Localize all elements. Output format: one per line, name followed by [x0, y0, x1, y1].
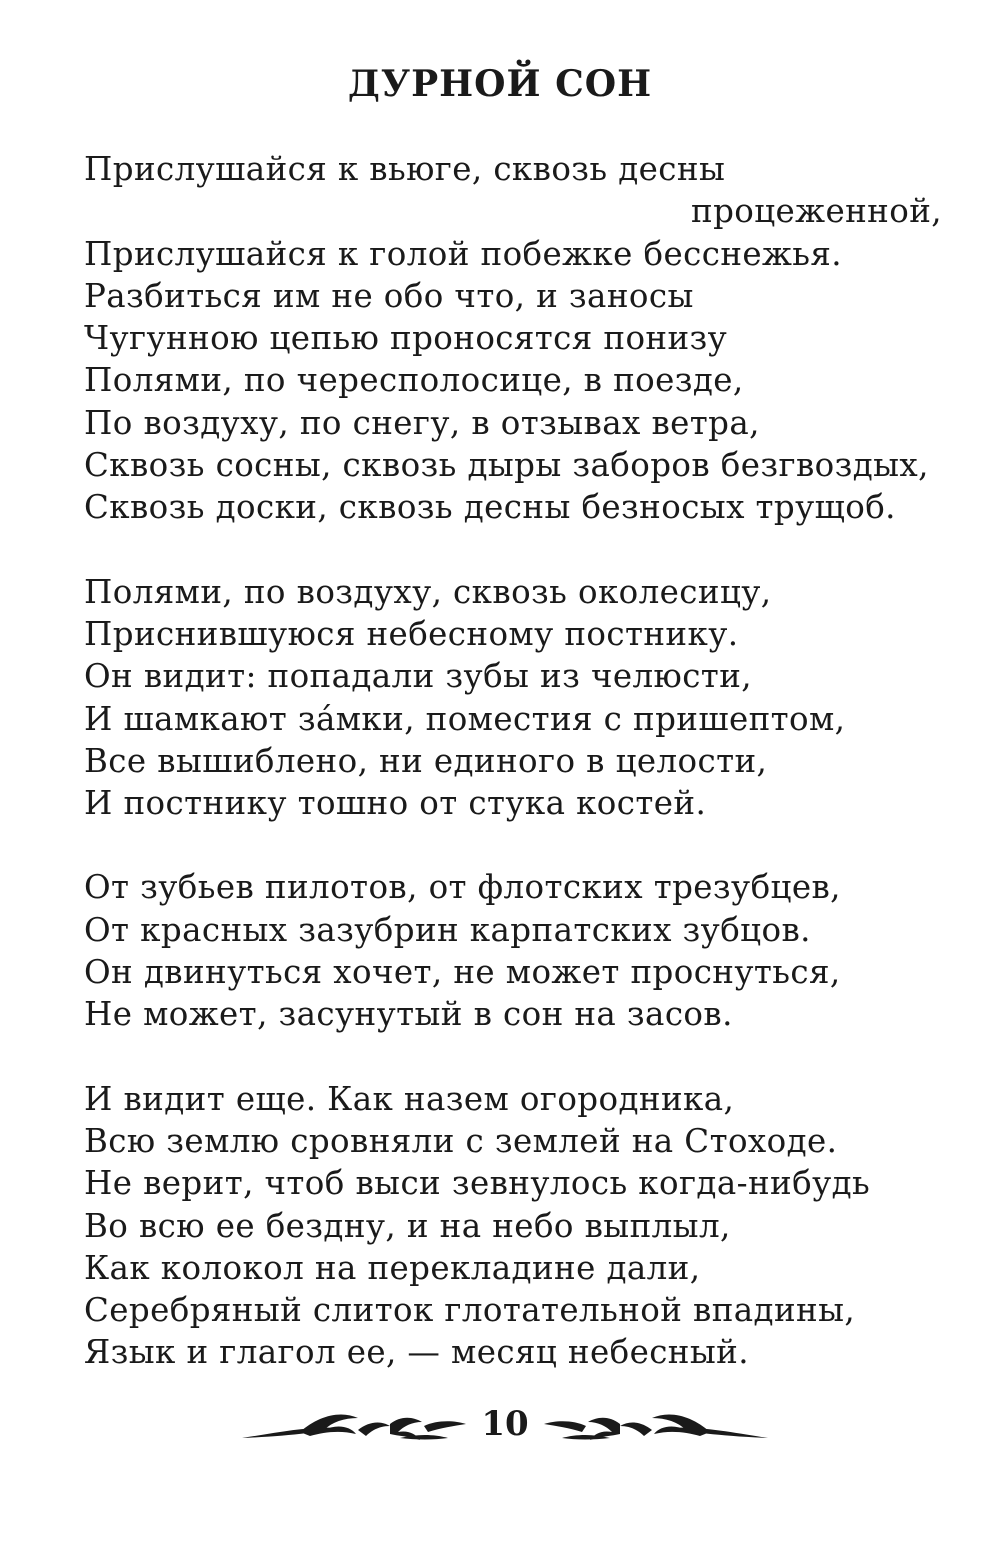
stanza-4	[84, 1078, 944, 1374]
stanza-3	[84, 866, 944, 1035]
poem-line: От зубьев пилотов, от флотских трезубцев,	[84, 868, 841, 907]
poem-line: Не может, засунутый в сон на засов.	[84, 995, 733, 1034]
stanza-1	[84, 148, 944, 529]
poem-line: И шамкают за́мки, поместия с пришептом,	[84, 699, 846, 738]
poem-title: ДУРНОЙ СОН	[347, 63, 653, 105]
poem-line: Разбиться им не обо что, и заносы	[84, 276, 694, 315]
poem-line: Не верит, чтоб выси зевнулось когда-нибудь	[84, 1164, 871, 1203]
poem-line: Сквозь доски, сквозь десны безносых трущоб.	[84, 488, 896, 527]
poem-line: Он видит: попадали зубы из челюсти,	[84, 657, 752, 696]
poem-line: Все вышиблено, ни единого в целости,	[84, 741, 768, 780]
poem-line: Всю землю сровняли с землей на Стоходе.	[84, 1121, 838, 1160]
poem-line: Язык и глагол ее, — месяц небесный.	[84, 1333, 749, 1372]
stanza-2	[84, 571, 944, 825]
poem-line-continuation: процеженной,	[691, 192, 942, 231]
poem-line: И видит еще. Как назем огородника,	[84, 1079, 735, 1118]
poem-line: Чугунною цепью проносятся понизу	[84, 319, 728, 358]
poem-line: Прислушайся к вьюге, сквозь десны	[84, 150, 726, 188]
poem-line: По воздуху, по снегу, в отзывах ветра,	[84, 403, 760, 442]
poem-line: И постнику тошно от стука костей.	[84, 784, 707, 823]
page-footer	[240, 1396, 770, 1460]
poem-line: Как колокол на перекладине дали,	[84, 1248, 701, 1287]
poem-line: Серебряный слиток глотательной впадины,	[84, 1291, 856, 1330]
poem-body	[84, 148, 944, 1416]
poem-line: Прислушайся к голой побежке бесснежья.	[84, 234, 843, 273]
poem-line: Полями, по чересполосице, в поезде,	[84, 361, 744, 400]
poem-line: Во всю ее бездну, и на небо выплыл,	[84, 1206, 731, 1245]
poem-line: Полями, по воздуху, сквозь околесицу,	[84, 572, 772, 611]
page-number: 10	[481, 1404, 529, 1444]
poem-line: Сквозь сосны, сквозь дыры заборов безгвоздых,	[84, 446, 929, 485]
poem-line: Приснившуюся небесному постнику.	[84, 614, 739, 653]
poem-line: Он двинуться хочет, не может проснуться,	[84, 953, 841, 992]
poem-line: От красных зазубрин карпатских зубцов.	[84, 910, 811, 949]
